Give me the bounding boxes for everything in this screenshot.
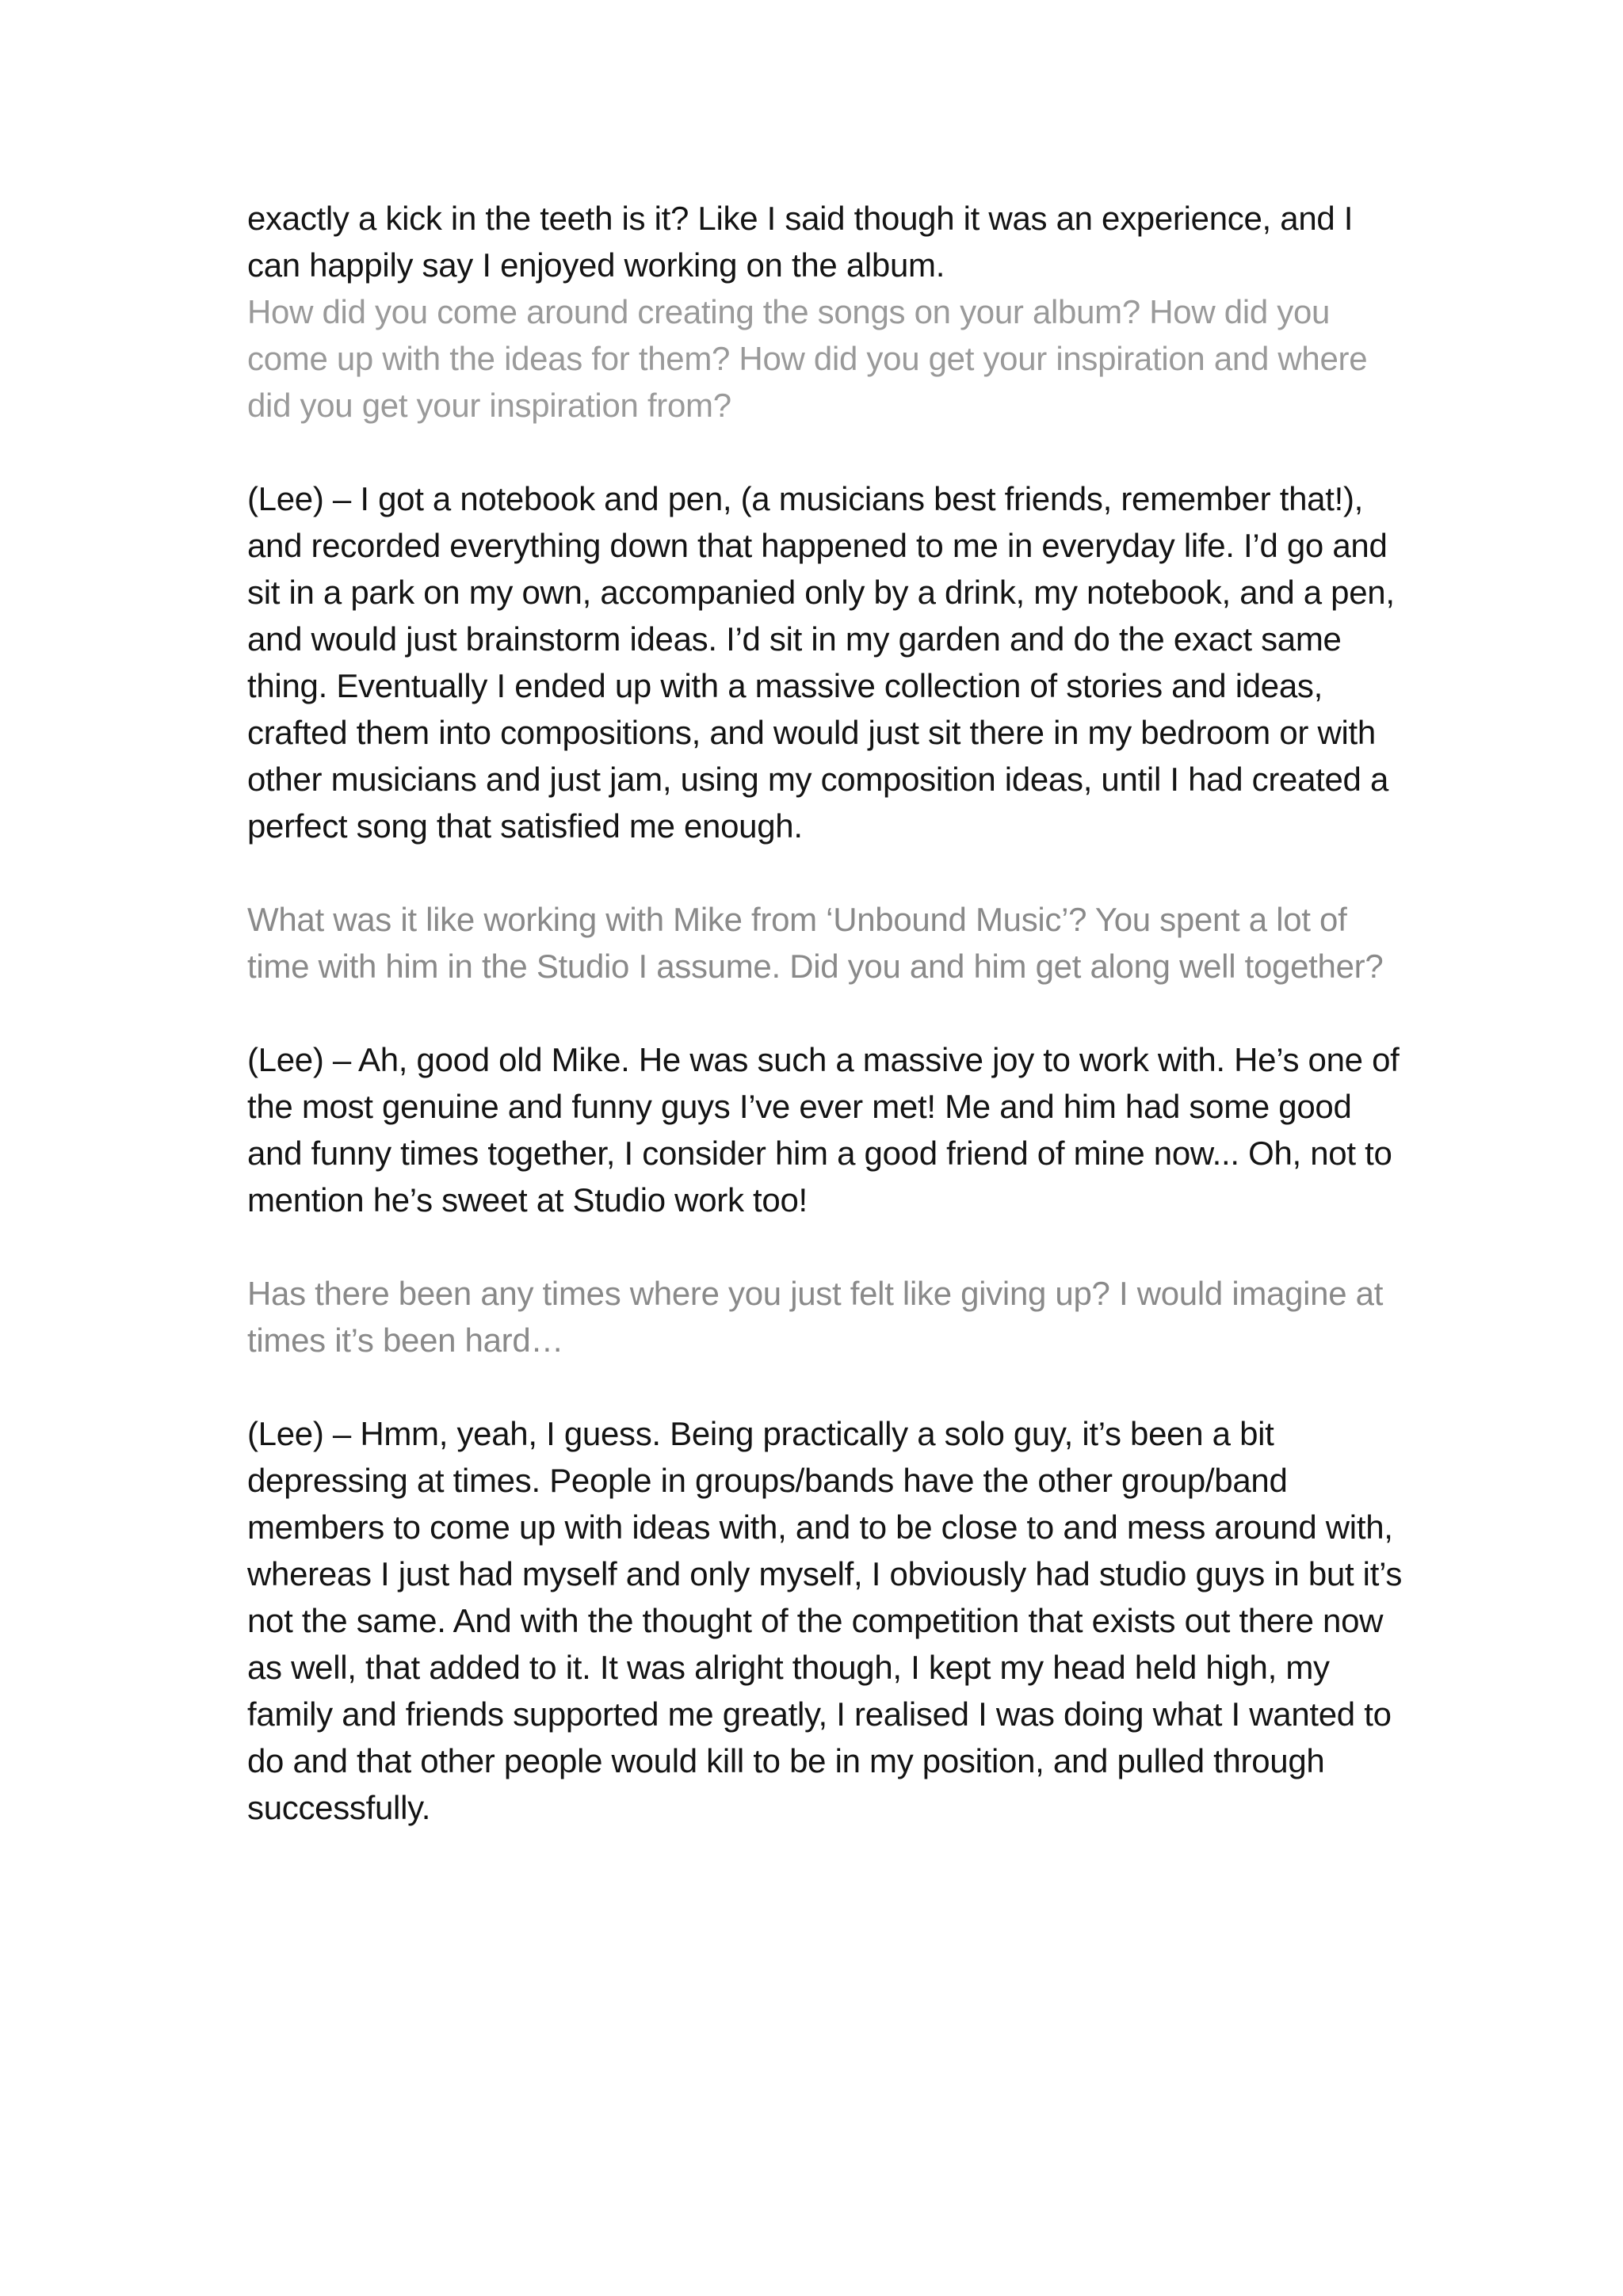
paragraph-spacer [247, 429, 1404, 475]
answer-paragraph-2: (Lee) – I got a notebook and pen, (a musicians best friends, remember that!), and recorded everything down that happened to me in everyday life. I’d go and sit in a park on my own, accompanied only by a drink, my notebook, and a pen, and would just brainstorm ideas. I’d sit in my garden and do the exact same thing. Eventually I ended up with a massive collection of stories and ideas, crafted them into compositions, and would just sit there in my bedroom or with other musicians and just jam, using my composition ideas, until I had created a perfect song that satisfied me enough. [247, 480, 1395, 845]
question-paragraph-1: How did you come around creating the songs on your album? How did you come up with the ideas for them? How did you get your inspiration and where did you get your inspiration from? [247, 293, 1368, 424]
answer-paragraph-1: exactly a kick in the teeth is it? Like I said though it was an experience, and I can happily say I enjoyed working on the album. [247, 200, 1354, 284]
paragraph-spacer [247, 990, 1404, 1036]
interview-body [247, 195, 1404, 1831]
paragraph-spacer [247, 1223, 1404, 1270]
answer-paragraph-4: (Lee) – Hmm, yeah, I guess. Being practically a solo guy, it’s been a bit depressing at times. People in groups/bands have the other group/band members to come up with ideas with, and to be close to and mess around with, whereas I just had myself and only myself, I obviously had studio guys in but it’s not the same. And with the thought of the competition that exists out there now as well, that added to it. It was alright though, I kept my head held high, my family and friends supported me greatly, I realised I was doing what I wanted to do and that other people would kill to be in my position, and pulled through successfully. [247, 1415, 1403, 1826]
answer-paragraph-3: (Lee) – Ah, good old Mike. He was such a massive joy to work with. He’s one of the most genuine and funny guys I’ve ever met! Me and him had some good and funny times together, I consider him a good friend of mine now... Oh, not to mention he’s sweet at Studio work too! [247, 1041, 1400, 1219]
question-paragraph-3: Has there been any times where you just felt like giving up? I would imagine at times it’s been hard… [247, 1275, 1384, 1359]
paragraph-spacer [247, 1363, 1404, 1410]
paragraph-spacer [247, 849, 1404, 896]
question-paragraph-2: What was it like working with Mike from ‘Unbound Music’? You spent a lot of time with him in the Studio I assume. Did you and him get along well together? [247, 901, 1384, 985]
